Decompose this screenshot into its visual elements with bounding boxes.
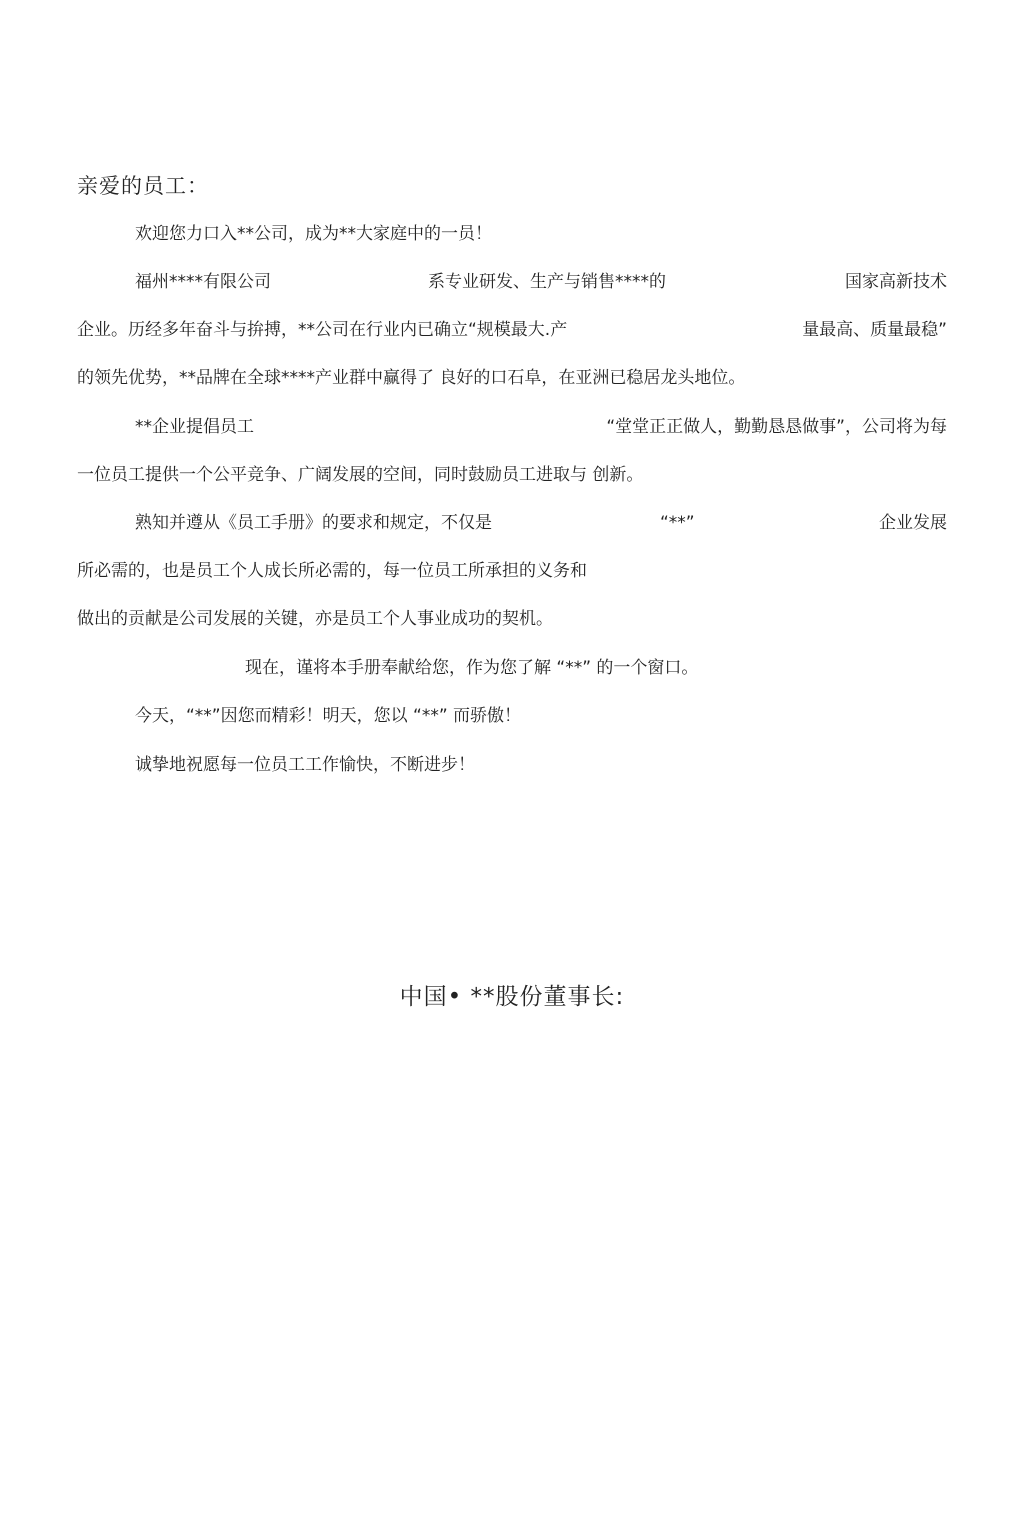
wish-line: 诚挚地祝愿每一位员工工作愉快，不断进步！ (135, 755, 475, 775)
handbook-left: 熟知并遵从《员工手册》的要求和规定，不仅是 (135, 513, 492, 533)
handbook-mid: “**” (660, 513, 695, 533)
intro-company: 福州****有限公司 (135, 272, 271, 292)
intro-line-3: 的领先优势，**品牌在全球****产业群中赢得了 良好的口石阜，在亚洲已稳居龙头地位。 (77, 368, 746, 388)
handbook-right: 企业发展 (879, 513, 947, 533)
welcome-line: 欢迎您力口入**公司，成为**大家庭中的一员！ (135, 224, 492, 244)
advocate-line-2: 一位员工提供一个公平竞争、广阔发展的空间，同时鼓励员工进取与 创新。 (77, 465, 644, 485)
dedicate-line: 现在，谨将本手册奉献给您，作为您了解 “**” 的一个窗口。 (245, 658, 699, 678)
advocate-left: **企业提倡员工 (135, 417, 254, 437)
salutation: 亲爱的员工： (77, 174, 209, 198)
handbook-line-3: 做出的贡献是公司发展的关键，亦是员工个人事业成功的契机。 (77, 609, 553, 629)
handbook-line-2: 所必需的，也是员工个人成长所必需的，每一位员工所承担的义务和 (77, 561, 587, 581)
intro-business: 系专业研发、生产与销售****的 (428, 272, 666, 292)
today-line: 今天，“**”因您而精彩！明天，您以 “**” 而骄傲！ (135, 706, 522, 726)
advocate-right: “堂堂正正做人，勤勤恳恳做事”，公司将为每 (606, 417, 947, 437)
intro-line-2 (0, 318, 1024, 342)
intro2-right: 量最高、质量最稳” (802, 320, 947, 340)
intro2-left: 企业。历经多年奋斗与拚搏，**公司在行业内已确立“规模最大.产 (77, 320, 568, 340)
handbook-line-1 (0, 511, 1024, 535)
intro-line-1 (0, 270, 1024, 294)
intro-tech: 国家高新技术 (845, 272, 947, 292)
signature: 中国• **股份董事长: (399, 984, 625, 1010)
advocate-line-1 (0, 415, 1024, 439)
